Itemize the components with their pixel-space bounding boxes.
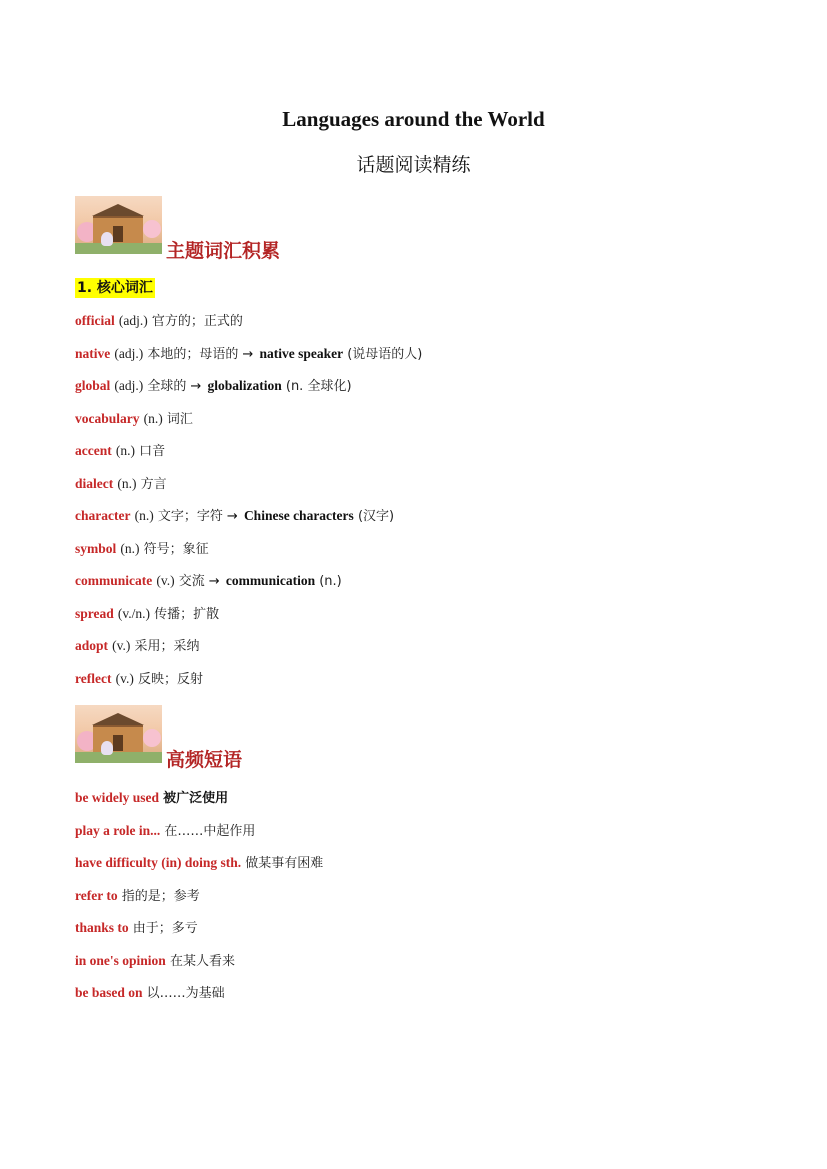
vocab-meaning: 符号；象征 bbox=[143, 541, 209, 557]
section-illustration bbox=[75, 705, 162, 763]
vocab-meaning: 反映；反射 bbox=[138, 671, 204, 687]
phrase-text: play a role in... bbox=[75, 822, 161, 838]
vocab-meaning: 口音 bbox=[139, 444, 166, 459]
part-of-speech: (adj.) bbox=[118, 313, 148, 328]
vocab-word: symbol bbox=[75, 540, 117, 556]
phrase-text: thanks to bbox=[75, 920, 129, 935]
part-of-speech: (n.) bbox=[120, 540, 140, 556]
vocab-word: native bbox=[75, 345, 111, 361]
phrase-meaning: 被广泛使用 bbox=[163, 791, 229, 806]
vocab-word: reflect bbox=[75, 670, 112, 686]
vocab-meaning: 官方的；正式的 bbox=[151, 314, 243, 329]
phrase-meaning: 做某事有困难 bbox=[245, 856, 324, 871]
phrase-item bbox=[75, 854, 323, 873]
phrase-text: in one's opinion bbox=[75, 952, 166, 968]
part-of-speech: (v.) bbox=[115, 670, 134, 686]
related-meaning: (汉字) bbox=[357, 509, 395, 524]
related-word: Chinese characters bbox=[243, 508, 354, 523]
vocab-word: global bbox=[75, 378, 111, 393]
vocab-item bbox=[75, 475, 167, 494]
vocab-item bbox=[75, 312, 243, 331]
part-of-speech: (v.) bbox=[112, 638, 131, 653]
vocab-word: communicate bbox=[75, 573, 153, 588]
section-illustration bbox=[75, 196, 162, 254]
related-word: native speaker bbox=[259, 345, 344, 361]
part-of-speech: (n.) bbox=[143, 410, 163, 426]
vocab-meaning: 全球的 bbox=[147, 379, 187, 394]
related-meaning: (n.) bbox=[319, 574, 342, 589]
part-of-speech: (adj.) bbox=[114, 345, 144, 361]
phrase-meaning: 指的是；参考 bbox=[121, 888, 200, 904]
phrase-text: be widely used bbox=[75, 790, 160, 805]
vocab-item bbox=[75, 345, 422, 364]
arrow-icon: → bbox=[190, 379, 202, 394]
section-header-vocab bbox=[75, 196, 375, 262]
part-of-speech: (v.) bbox=[156, 573, 175, 588]
related-meaning: (说母语的人) bbox=[347, 346, 423, 362]
vocab-item bbox=[75, 442, 165, 461]
part-of-speech: (n.) bbox=[115, 443, 135, 458]
vocab-meaning: 词汇 bbox=[166, 411, 193, 427]
phrase-meaning: 在……中起作用 bbox=[164, 823, 256, 839]
vocab-item bbox=[75, 637, 200, 656]
phrase-item bbox=[75, 984, 225, 1003]
related-meaning: (n. 全球化) bbox=[285, 379, 352, 394]
part-of-speech: (adj.) bbox=[114, 378, 144, 393]
vocab-meaning: 本地的；母语的 bbox=[147, 346, 239, 362]
section-header-phrases bbox=[75, 705, 375, 771]
phrase-item bbox=[75, 822, 255, 841]
core-vocab-label: 1. 核心词汇 bbox=[77, 280, 153, 296]
phrase-meaning: 在某人看来 bbox=[169, 953, 235, 969]
vocab-item bbox=[75, 670, 203, 689]
vocab-item bbox=[75, 605, 219, 624]
phrase-item bbox=[75, 887, 200, 906]
vocab-item bbox=[75, 540, 209, 559]
section-title-phrases: 高频短语 bbox=[166, 749, 243, 771]
vocab-meaning: 方言 bbox=[140, 476, 167, 492]
phrase-text: refer to bbox=[75, 887, 118, 903]
vocab-item bbox=[75, 377, 352, 396]
phrase-item bbox=[75, 789, 228, 808]
phrase-meaning: 由于；多亏 bbox=[132, 921, 198, 936]
related-word: communication bbox=[225, 573, 316, 588]
document-title: Languages around the World bbox=[282, 107, 545, 131]
document-subtitle: 话题阅读精练 bbox=[356, 154, 471, 176]
phrase-item bbox=[75, 952, 235, 971]
vocab-word: official bbox=[75, 313, 115, 328]
arrow-icon: → bbox=[242, 346, 254, 362]
section-title-vocab: 主题词汇积累 bbox=[166, 240, 281, 262]
vocab-item bbox=[75, 410, 193, 429]
vocab-meaning: 交流 bbox=[178, 574, 205, 589]
part-of-speech: (v./n.) bbox=[117, 605, 151, 621]
vocab-word: spread bbox=[75, 605, 114, 621]
part-of-speech: (n.) bbox=[134, 508, 154, 523]
vocab-word: adopt bbox=[75, 638, 109, 653]
vocab-meaning: 采用；采纳 bbox=[134, 639, 200, 654]
vocab-word: accent bbox=[75, 443, 112, 458]
vocab-item bbox=[75, 507, 394, 526]
phrase-text: have difficulty (in) doing sth. bbox=[75, 855, 242, 870]
arrow-icon: → bbox=[226, 509, 238, 524]
arrow-icon: → bbox=[208, 574, 220, 589]
part-of-speech: (n.) bbox=[117, 475, 137, 491]
vocab-meaning: 传播；扩散 bbox=[154, 606, 220, 622]
phrase-meaning: 以……为基础 bbox=[146, 986, 225, 1001]
vocab-meaning: 文字；字符 bbox=[157, 509, 223, 524]
vocab-word: dialect bbox=[75, 475, 114, 491]
related-word: globalization bbox=[207, 378, 282, 393]
phrase-item bbox=[75, 919, 198, 938]
vocab-word: character bbox=[75, 508, 131, 523]
phrase-text: be based on bbox=[75, 985, 143, 1000]
vocab-item bbox=[75, 572, 342, 591]
vocab-word: vocabulary bbox=[75, 410, 140, 426]
